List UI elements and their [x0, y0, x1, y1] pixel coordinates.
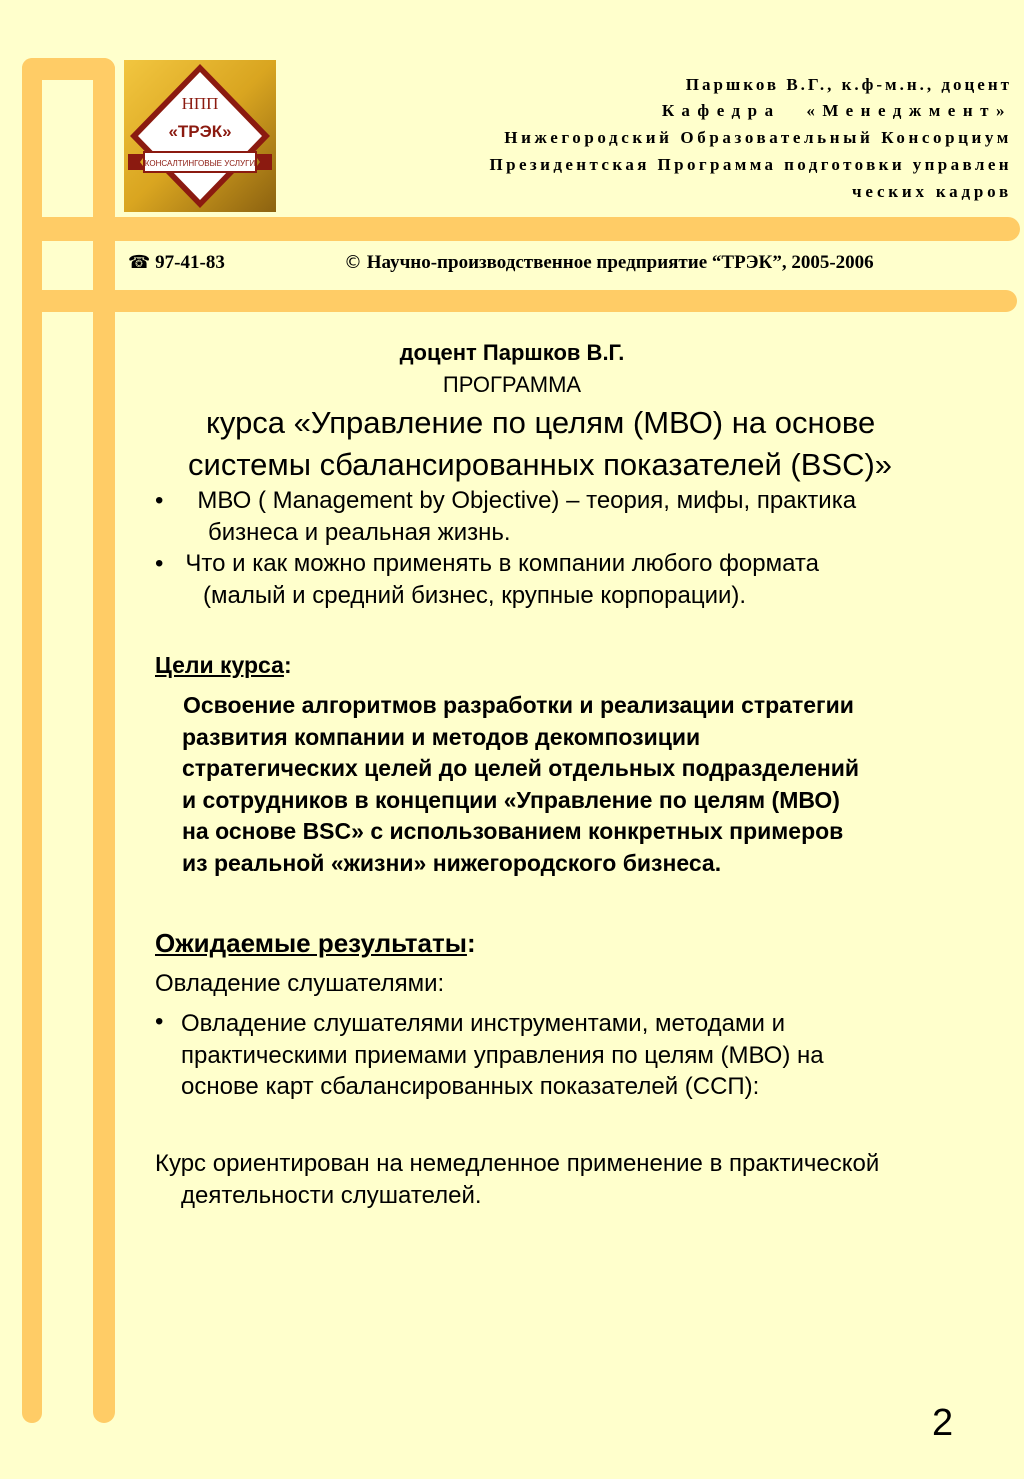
author-line: доцент Паршков В.Г. [399, 340, 625, 365]
page-number: 2 [932, 1402, 954, 1444]
trek-logo [124, 60, 276, 212]
results-bullet-line: Овладение слушателями инструментами, методами и [181, 1010, 785, 1037]
logo-text-trek: «ТРЭК» [168, 122, 232, 141]
header-author: Паршков В.Г., к.ф-м.н., доцент [685, 75, 1012, 94]
frame-bar-top-cap [22, 58, 115, 80]
phone-number: 97-41-83 [155, 252, 225, 273]
results-heading-colon: : [466, 928, 476, 958]
goal-line: стратегических целей до целей отдельных подразделений [182, 755, 860, 781]
copyright-text: Научно-производственное предприятие “ТРЭК”, 2005-2006 [366, 252, 874, 273]
goal-line: и сотрудников в концепции «Управление по целям (МВО) [182, 787, 840, 813]
copyright-notice [344, 252, 874, 274]
bullet-text-continuation: (малый и средний бизнес, крупные корпорации). [203, 582, 747, 609]
frame-bar-strip-bottom [22, 290, 1017, 312]
orientation-line1: Курс ориентирован на немедленное применение в практической [155, 1150, 880, 1177]
goal-line: на основе BSC» с использованием конкретных примеров [182, 818, 844, 844]
header-department: Кафедра «Менеджмент» [661, 101, 1012, 120]
goals-heading-colon: : [283, 652, 292, 678]
header-program-line1: Президентская Программа подготовки управлен [489, 155, 1012, 174]
frame-bar-inner [93, 58, 115, 1423]
copyright-icon: © [344, 252, 362, 273]
goals-heading-text: Цели курса [155, 652, 284, 678]
list-item [155, 485, 856, 517]
frame-bar-header-bottom [22, 217, 1020, 241]
frame-bar-left [22, 58, 42, 1423]
goals-heading [155, 652, 292, 679]
goal-line: из реальной «жизни» нижегородского бизнеса. [182, 850, 722, 876]
phone-icon: ☎ [128, 252, 151, 273]
bullet-text: МВО ( Management by Objective) – теория, мифы, практика [197, 487, 857, 514]
program-label: ПРОГРАММА [442, 372, 582, 397]
goal-line: развития компании и методов декомпозиции [182, 724, 701, 750]
bullet-text: Что и как можно применять в компании любого формата [185, 550, 819, 577]
bullet-marker: • [155, 1008, 164, 1035]
results-intro: Овладение слушателями: [155, 970, 445, 997]
phone-contact [128, 252, 225, 274]
course-title-line1: курса «Управление по целям (МВО) на основе [206, 405, 876, 440]
results-bullet-line: основе карт сбалансированных показателей (ССП): [181, 1073, 760, 1100]
bullet-text-continuation: бизнеса и реальная жизнь. [208, 519, 511, 546]
results-heading-text: Ожидаемые результаты [155, 928, 467, 958]
results-bullet-line: практическими приемами управления по целям (МВО) на [181, 1042, 824, 1069]
goal-line: Освоение алгоритмов разработки и реализации стратегии [183, 692, 854, 718]
bullet-marker: • [155, 550, 164, 577]
bullet-marker: • [155, 487, 164, 514]
header-consortium: Нижегородский Образовательный Консорциум [504, 128, 1012, 147]
logo-text-consulting: КОНСАЛТИНГОВЫЕ УСЛУГИ [144, 159, 256, 168]
results-heading [155, 928, 476, 959]
course-title-line2: системы сбалансированных показателей (BSC)» [188, 447, 893, 482]
orientation-line2: деятельности слушателей. [181, 1182, 482, 1209]
header-program-line2: ческих кадров [852, 182, 1012, 201]
list-item [155, 548, 819, 580]
logo-text-npp: НПП [181, 94, 219, 113]
